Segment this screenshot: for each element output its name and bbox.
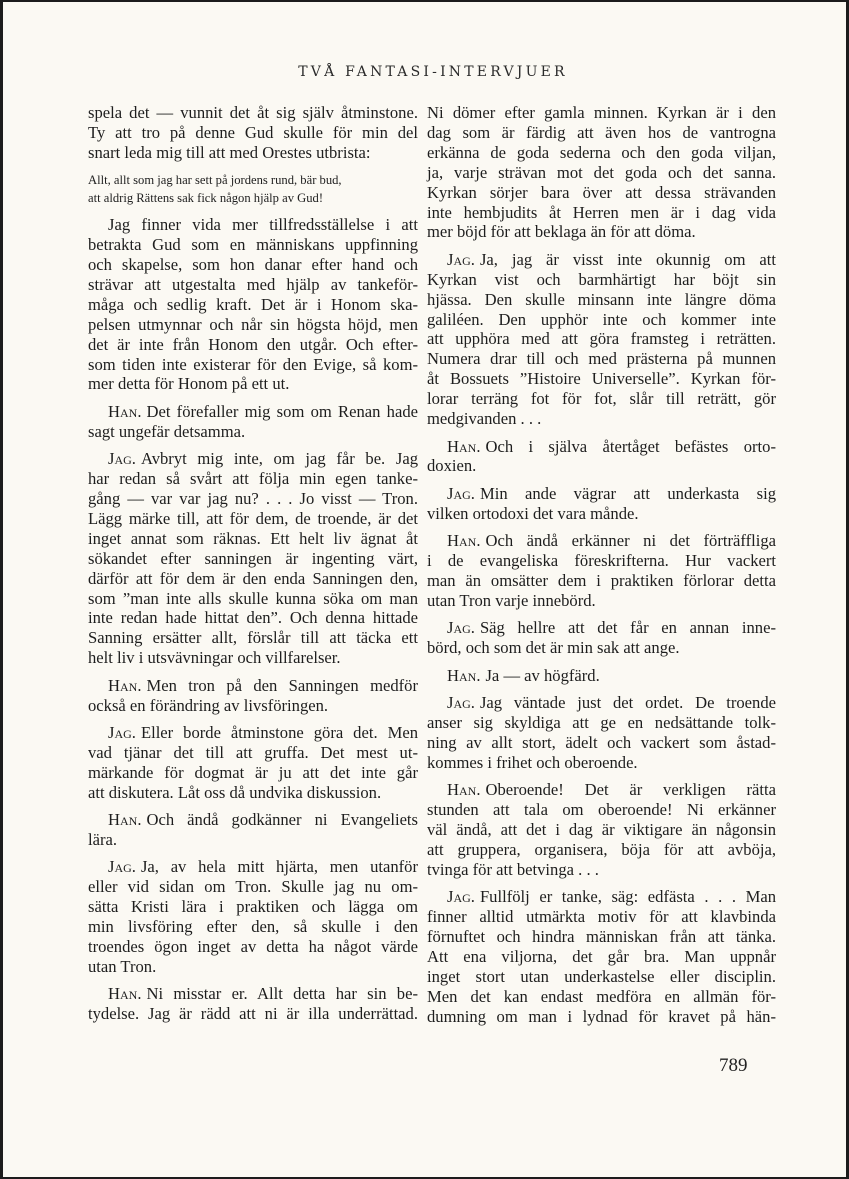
- line-text: lorar terräng fot för fot, slår till reträtt, gör: [427, 389, 776, 409]
- dialogue-paragraph: [88, 810, 418, 850]
- line-text: Ni dömer efter gamla minnen. Kyrkan är i den: [427, 103, 776, 122]
- text-line: [88, 589, 418, 609]
- text-line: [88, 355, 418, 375]
- line-text: tydelse. Jag är rädd att ni är illa underrättad.: [88, 1004, 418, 1024]
- text-line: [88, 743, 418, 763]
- line-text: Avbryt mig inte, om jag får be. Jag: [140, 449, 418, 469]
- speaker-label: Han.: [108, 675, 142, 695]
- text-line: [427, 753, 776, 773]
- line-text: snart leda mig till att med Orestes utbrista:: [88, 142, 371, 162]
- line-text: strävar att utgestalta med hjälp av tankeför-: [88, 274, 418, 294]
- line-text: och skapelse, som hon danar efter hand och: [88, 255, 418, 275]
- line-text: mer detta för Honom på ett ut.: [88, 374, 290, 394]
- text-line: [427, 860, 776, 880]
- line-text: sätta Kristi lära i praktiken och lägga om: [88, 897, 418, 917]
- line-text: Ni misstar er. Allt detta har sin be-: [146, 984, 418, 1004]
- line-text: ja, varje strävan mot det goda och det sanna.: [427, 162, 776, 182]
- line-text: märkande för dogmat är ju att det inte går: [88, 762, 418, 782]
- line-text: gång — var var jag nu? . . . Jo visst — Tron.: [88, 489, 418, 508]
- text-line: [427, 840, 776, 860]
- text-line: [427, 329, 776, 349]
- text-line: [427, 484, 776, 504]
- line-text: måga och sedlig kraft. Det är i Honom ska-: [88, 294, 418, 314]
- speaker-label: Han.: [447, 531, 481, 551]
- line-text: Kyrkan sörjer bara över att dessa strävanden: [427, 182, 776, 202]
- line-text: Och i själva återtåget befästes orto-: [485, 436, 776, 456]
- text-line: [427, 638, 776, 658]
- line-text: utan Tron varje innebörd.: [427, 590, 596, 610]
- line-text: lära.: [88, 830, 118, 849]
- text-line: [427, 103, 776, 123]
- line-text: börd, och som det är min sak att ange.: [427, 638, 680, 658]
- speaker-label: Jag.: [447, 483, 475, 503]
- line-text: hjässa. Den skulle minsann inte längre döma: [427, 289, 776, 309]
- text-line: [88, 608, 418, 628]
- text-line: [88, 676, 418, 696]
- dialogue-paragraph: [88, 676, 418, 716]
- line-text: som tiden inte existerar för den Evige, så kom-: [88, 354, 418, 374]
- dialogue-paragraph: [427, 693, 776, 773]
- text-line: [88, 171, 418, 190]
- running-header: TVÅ FANTASI-INTERVJUER: [298, 64, 568, 80]
- text-line: [427, 310, 776, 330]
- line-text: Ty att tro på denne Gud skulle för min del: [88, 122, 418, 142]
- dialogue-paragraph: [427, 250, 776, 429]
- paragraph: [88, 103, 418, 163]
- line-text: Sanning ersätter allt, förslår till att täcka ett: [88, 628, 418, 648]
- dialogue-paragraph: [88, 449, 418, 668]
- text-line: [88, 877, 418, 897]
- text-line: [427, 349, 776, 369]
- text-line: [427, 927, 776, 947]
- speaker-label: Han.: [108, 401, 142, 421]
- line-text: väl ändå, att det i dag är viktigare än någonsin: [427, 819, 776, 839]
- line-text: Men tron på den Sanningen medför: [146, 675, 418, 695]
- line-text: att aldrig Rättens sak fick någon hjälp av Gud!: [88, 191, 324, 206]
- text-line: [88, 315, 418, 335]
- text-line: [88, 648, 418, 668]
- text-line: [88, 422, 418, 442]
- text-line: [427, 713, 776, 733]
- text-line: [427, 571, 776, 591]
- line-text: Oberoende! Det är verkligen rätta: [485, 780, 776, 800]
- speaker-label: Jag.: [447, 249, 475, 269]
- text-line: [88, 783, 418, 803]
- speaker-label: Han.: [108, 984, 142, 1004]
- text-line: [427, 618, 776, 638]
- text-line: [88, 123, 418, 143]
- text-line: [88, 696, 418, 716]
- text-line: [88, 937, 418, 957]
- line-text: vilken ortodoxi det vara månde.: [427, 503, 639, 523]
- line-text: Eller borde åtminstone göra det. Men: [140, 722, 418, 742]
- dialogue-paragraph: [427, 780, 776, 880]
- text-line: [88, 103, 418, 123]
- dialogue-paragraph: [88, 857, 418, 976]
- text-line: [88, 215, 418, 235]
- dialogue-paragraph: [88, 984, 418, 1024]
- text-line: [427, 780, 776, 800]
- line-text: eller vid sidan om Tron. Skulle jag nu om-: [88, 877, 418, 897]
- line-text: Men det kan endast medföra en allmän för-: [427, 986, 776, 1006]
- line-text: troendes ögon inget av detta ha något värde: [88, 937, 418, 957]
- text-line: [88, 897, 418, 917]
- dialogue-paragraph: [427, 437, 776, 477]
- line-text: Min ande vägrar att underkasta sig: [479, 483, 776, 503]
- text-line: [88, 374, 418, 394]
- text-line: [427, 456, 776, 476]
- text-line: [88, 469, 418, 489]
- line-text: kommes i frihet och oberoende.: [427, 752, 638, 772]
- text-line: [427, 183, 776, 203]
- line-text: dumning om man i lydnad för kravet på hän-: [427, 1006, 776, 1026]
- text-line: [427, 907, 776, 927]
- line-text: Och ändå erkänner ni det förträffliga: [485, 531, 776, 551]
- line-text: erkänna de goda sederna och den goda viljan,: [427, 142, 776, 162]
- line-text: också en förändring av livsföringen.: [88, 695, 329, 715]
- text-line: [427, 666, 776, 686]
- line-text: att gruppera, organisera, böja för att avböja,: [427, 839, 776, 859]
- text-line: [88, 402, 418, 422]
- text-line: [427, 203, 776, 223]
- line-text: Allt, allt som jag har sett på jordens rund, bär bud,: [88, 172, 342, 187]
- text-line: [427, 820, 776, 840]
- line-text: Ja — av högfärd.: [485, 665, 600, 685]
- line-text: inget annat som räknas. Ett helt liv ägnat åt: [88, 528, 418, 548]
- text-line: [427, 504, 776, 524]
- text-line: [427, 531, 776, 551]
- line-text: stunden att tala om oberoende! Ni erkänner: [427, 800, 776, 819]
- text-line: [88, 143, 418, 163]
- dialogue-paragraph: [88, 402, 418, 442]
- speaker-label: Han.: [447, 665, 481, 685]
- text-line: [88, 917, 418, 937]
- text-line: [427, 409, 776, 429]
- text-line: [427, 163, 776, 183]
- line-text: Ja, av hela mitt hjärta, men utanför: [140, 857, 418, 877]
- text-line: [88, 549, 418, 569]
- dialogue-paragraph: [427, 887, 776, 1026]
- line-text: Kyrkan vist och barmhärtigt har böjt sin: [427, 269, 776, 289]
- line-text: spela det — vunnit det åt sig själv åtminstone.: [88, 103, 418, 122]
- text-line: [88, 763, 418, 783]
- speaker-label: Jag.: [447, 618, 475, 638]
- text-line: [427, 1007, 776, 1027]
- dialogue-paragraph: [427, 618, 776, 658]
- text-line: [88, 335, 418, 355]
- line-text: dag som är färdig att även hos de vantrogna: [427, 122, 776, 142]
- speaker-label: Jag.: [447, 692, 475, 712]
- line-text: det är inte från Honom den utgår. Och efter-: [88, 334, 418, 354]
- text-line: [88, 189, 418, 208]
- text-line: [88, 857, 418, 877]
- line-text: tvinga för att betvinga . . .: [427, 859, 599, 879]
- text-line: [427, 947, 776, 967]
- page-number: 789: [719, 1055, 748, 1076]
- line-text: Att ena viljorna, det går bra. Man uppnår: [427, 946, 776, 966]
- text-line: [427, 551, 776, 571]
- text-line: [88, 295, 418, 315]
- text-line: [88, 255, 418, 275]
- speaker-label: Han.: [447, 436, 481, 456]
- line-text: förnuftet och hindra människan från att tänka.: [427, 926, 776, 946]
- text-line: [88, 529, 418, 549]
- text-line: [88, 569, 418, 589]
- text-line: [427, 290, 776, 310]
- text-line: [427, 733, 776, 753]
- text-line: [88, 509, 418, 529]
- paragraph: [88, 215, 418, 394]
- line-text: galiléen. Den upphör inte och kommer inte: [427, 309, 776, 329]
- text-line: [88, 830, 418, 850]
- text-line: [427, 987, 776, 1007]
- line-text: som ”man inte alls skulle kunna söka om man: [88, 588, 418, 608]
- line-text: doxien.: [427, 456, 477, 476]
- text-line: [88, 810, 418, 830]
- text-line: [88, 628, 418, 648]
- text-line: [427, 693, 776, 713]
- line-text: man än omsätter dem i praktiken förlorar detta: [427, 570, 776, 590]
- text-line: [88, 449, 418, 469]
- dialogue-paragraph: [88, 723, 418, 803]
- line-text: pelsen utmynnar och når sin högsta höjd, men: [88, 314, 418, 334]
- speaker-label: Han.: [447, 780, 481, 800]
- left-column: [88, 103, 418, 1024]
- line-text: betrakta Gud som en människans uppfinning: [88, 235, 418, 255]
- text-line: [427, 222, 776, 242]
- speaker-label: Han.: [108, 810, 142, 830]
- document-page: [3, 2, 846, 1177]
- line-text: inte hembjudits åt Herren men är i dag vida: [427, 202, 776, 222]
- line-text: därför att för dem är den enda Sanningen den,: [88, 568, 418, 588]
- line-text: åt Bossuets ”Histoire Universelle”. Kyrkan för-: [427, 369, 776, 389]
- line-text: helt liv i utsvävningar och villfarelser.: [88, 648, 341, 668]
- text-line: [88, 957, 418, 977]
- line-text: finner alltid utmärkta motiv för att klavbinda: [427, 907, 776, 927]
- line-text: utan Tron.: [88, 956, 157, 976]
- line-text: inte redan hade hittat den”. Och denna hittade: [88, 608, 418, 628]
- dialogue-paragraph: [427, 484, 776, 524]
- text-line: [88, 275, 418, 295]
- line-text: sökandet efter sanningen är ingenting värt,: [88, 548, 418, 568]
- line-text: har redan så svårt att följa min egen tanke-: [88, 469, 418, 489]
- text-line: [427, 143, 776, 163]
- line-text: i de evangeliska föreskrifterna. Hur vackert: [427, 551, 776, 571]
- dialogue-paragraph: [427, 531, 776, 611]
- text-line: [427, 591, 776, 611]
- speaker-label: Jag.: [447, 887, 475, 907]
- line-text: Ja, jag är visst inte okunnig om att: [479, 249, 776, 269]
- line-text: att diskutera. Låt oss då undvika diskussion.: [88, 782, 382, 802]
- text-line: [88, 489, 418, 509]
- line-text: medgivanden . . .: [427, 409, 542, 429]
- line-text: min livsföring efter den, så skulle i den: [88, 917, 418, 937]
- text-line: [427, 887, 776, 907]
- text-line: [427, 250, 776, 270]
- verse-quote: [88, 171, 418, 208]
- dialogue-paragraph: [427, 666, 776, 686]
- speaker-label: Jag.: [108, 449, 136, 469]
- text-line: [427, 389, 776, 409]
- line-text: Fullfölj er tanke, säg: edfästa . . . Man: [479, 887, 776, 907]
- line-text: Lägg märke till, att för dem, de troende, är det: [88, 508, 418, 528]
- text-line: [427, 967, 776, 987]
- speaker-label: Jag.: [108, 857, 136, 877]
- line-text: inget stort utan underkastelse eller disciplin.: [427, 966, 776, 986]
- line-text: Jag finner vida mer tillfredsställelse i att: [108, 215, 418, 235]
- paragraph: [427, 103, 776, 242]
- text-line: [88, 984, 418, 1004]
- line-text: mer böjd för att beklaga än för att döma.: [427, 222, 696, 242]
- text-line: [427, 270, 776, 290]
- right-column: [427, 103, 776, 1026]
- text-line: [88, 235, 418, 255]
- line-text: vad tjänar det till att gruffa. Det mest ut-: [88, 742, 418, 762]
- text-line: [88, 1004, 418, 1024]
- line-text: ning av allt stort, ädelt och vackert som åstad-: [427, 732, 776, 752]
- line-text: att upphöra med att göra framsteg i reträtten.: [427, 329, 776, 349]
- line-text: anser sig skyldiga att ge en nedsättande tolk-: [427, 712, 776, 732]
- line-text: Numera drar till och med prästerna på munnen: [427, 349, 776, 369]
- line-text: Säg hellre att det får en annan inne-: [479, 618, 776, 638]
- text-line: [427, 123, 776, 143]
- text-line: [427, 800, 776, 820]
- speaker-label: Jag.: [108, 722, 136, 742]
- line-text: Jag väntade just det ordet. De troende: [479, 692, 776, 712]
- text-line: [88, 723, 418, 743]
- text-line: [427, 437, 776, 457]
- line-text: Och ändå godkänner ni Evangeliets: [146, 810, 418, 830]
- line-text: Det förefaller mig som om Renan hade: [146, 401, 418, 421]
- line-text: sagt ungefär detsamma.: [88, 421, 246, 441]
- text-line: [427, 369, 776, 389]
